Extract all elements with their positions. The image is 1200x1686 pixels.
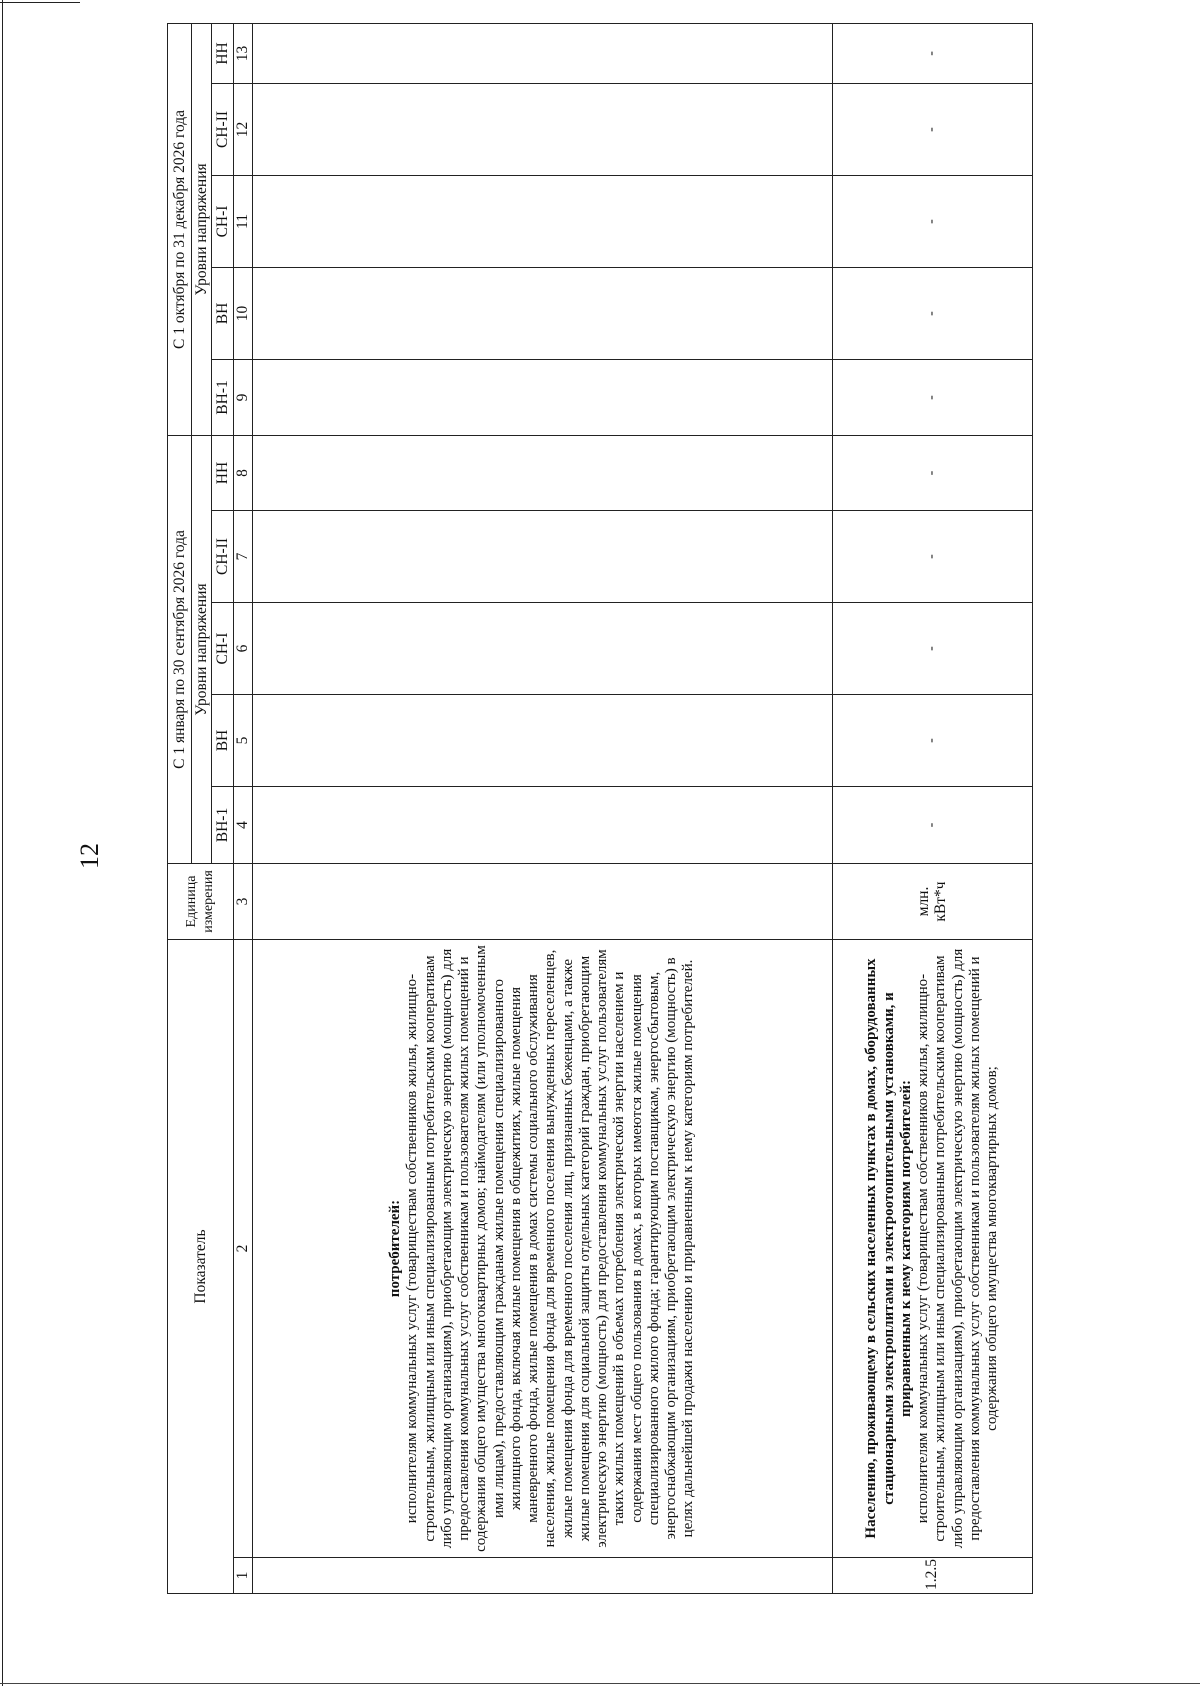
page-edge-top xyxy=(0,2,80,3)
row-indicator-heading: Населению, проживающему в сельских населенных пунктах в домах, оборудованных стационарными электроплитами и электроотопительными установками, и приравненным к нему категориям потребителей: xyxy=(863,958,914,1539)
row-indicator xyxy=(252,940,832,1558)
row-value xyxy=(252,787,832,864)
row-value xyxy=(252,695,832,787)
row-value xyxy=(252,267,832,359)
row-value xyxy=(252,603,832,695)
level-vn-p2: ВН xyxy=(212,267,234,359)
col-number-13: 13 xyxy=(234,23,253,83)
rotated-table-container xyxy=(167,44,1031,1594)
row-value: - xyxy=(832,23,1032,83)
col-number-8: 8 xyxy=(234,435,253,510)
col-number-12: 12 xyxy=(234,83,253,175)
header-voltage-levels-1: Уровни напряжения xyxy=(192,435,212,863)
tariff-table xyxy=(167,23,1033,1594)
page-edge-left xyxy=(2,0,3,1686)
row-value: - xyxy=(832,787,1032,864)
row-value: - xyxy=(832,435,1032,510)
row-value xyxy=(252,175,832,267)
row-indicator-text: исполнителям коммунальных услуг (товариществам собственников жилья, жилищно-строительным, жилищным или иным специализированным потребительским кооперативам либо управляющим организациям), приобретающим электрическую энергию (мощность) для предоставления коммунальных услуг собственникам и пользователям жилых помещений и содержания общего имущества многоквартирных домов; наймодателям (или уполномоченным ими лицам), предоставляющим гражданам жилые помещения специализированного жилищного фонда, включая жилые помещения в общежитиях, жилые помещения маневренного фонда, жилые помещения в домах системы социального обслуживания населения, жилые помещения фонда для временного поселения вынужденных переселенцев, жилые помещения фонда для временного поселения лиц, признанных беженцами, а также жилые помещения для социальной защиты отдельных категорий граждан, приобретающим электрическую энергию (мощность) для предоставления коммунальных услуг пользователям таких жилых помещений в объемах потребления электрической энергии населением и содержания мест общего пользования в домах, в которых имеются жилые помещения специализированного жилого фонда; гарантирующим поставщикам, энергосбытовым, энергоснабжающим организациям, приобретающим электрическую энергию (мощность) в целях дальнейшей продажи населению и приравненным к нему категориям потребителей. xyxy=(404,945,697,1552)
header-unit: Единица измерения xyxy=(168,864,234,940)
level-sn1-p1: СН-I xyxy=(212,603,234,695)
header-voltage-levels-2: Уровни напряжения xyxy=(192,23,212,435)
table-row xyxy=(252,23,832,1593)
col-number-3: 3 xyxy=(234,864,253,940)
col-number-9: 9 xyxy=(234,359,253,435)
row-indicator-text: исполнителям коммунальных услуг (товариществам собственников жилья, жилищно-строительным, жилищным или иным специализированным потребительским кооперативам либо управляющим организациям), приобретающим электрическую энергию (мощность) для предоставления коммунальных услуг собственникам и пользователям жилых помещений и содержания общего имущества многоквартирных домов; xyxy=(915,948,1001,1549)
header-period-1: С 1 января по 30 сентября 2026 года xyxy=(168,435,192,863)
col-number-6: 6 xyxy=(234,603,253,695)
row-unit xyxy=(252,864,832,940)
row-value: - xyxy=(832,695,1032,787)
row-code xyxy=(252,1558,832,1594)
level-vn1-p1: ВН-1 xyxy=(212,787,234,864)
page-edge-bottom xyxy=(0,1683,1200,1684)
row-value xyxy=(252,23,832,83)
col-number-10: 10 xyxy=(234,267,253,359)
header-period-2: С 1 октября по 31 декабря 2026 года xyxy=(168,23,192,435)
row-value xyxy=(252,83,832,175)
row-indicator-heading: потребителей: xyxy=(387,1199,404,1298)
page-number: 12 xyxy=(75,843,104,869)
level-nn-p1: НН xyxy=(212,435,234,510)
row-value: - xyxy=(832,603,1032,695)
row-unit: млн. кВт*ч xyxy=(832,864,1032,940)
level-sn1-p2: СН-I xyxy=(212,175,234,267)
row-indicator xyxy=(832,940,1032,1558)
level-nn-p2: НН xyxy=(212,23,234,83)
row-value: - xyxy=(832,267,1032,359)
row-value: - xyxy=(832,175,1032,267)
header-indicator: Показатель xyxy=(168,940,234,1594)
row-value: - xyxy=(832,511,1032,603)
row-code: 1.2.5 xyxy=(832,1558,1032,1594)
col-number-7: 7 xyxy=(234,511,253,603)
col-number-11: 11 xyxy=(234,175,253,267)
row-value: - xyxy=(832,83,1032,175)
level-vn-p1: ВН xyxy=(212,695,234,787)
row-value: - xyxy=(832,359,1032,435)
level-vn1-p2: ВН-1 xyxy=(212,359,234,435)
col-number-2: 2 xyxy=(234,940,253,1558)
col-number-1: 1 xyxy=(234,1558,253,1594)
table-row xyxy=(832,23,1032,1593)
row-value xyxy=(252,359,832,435)
row-value xyxy=(252,435,832,510)
level-sn2-p1: СН-II xyxy=(212,511,234,603)
col-number-5: 5 xyxy=(234,695,253,787)
level-sn2-p2: СН-II xyxy=(212,83,234,175)
col-number-4: 4 xyxy=(234,787,253,864)
row-value xyxy=(252,511,832,603)
